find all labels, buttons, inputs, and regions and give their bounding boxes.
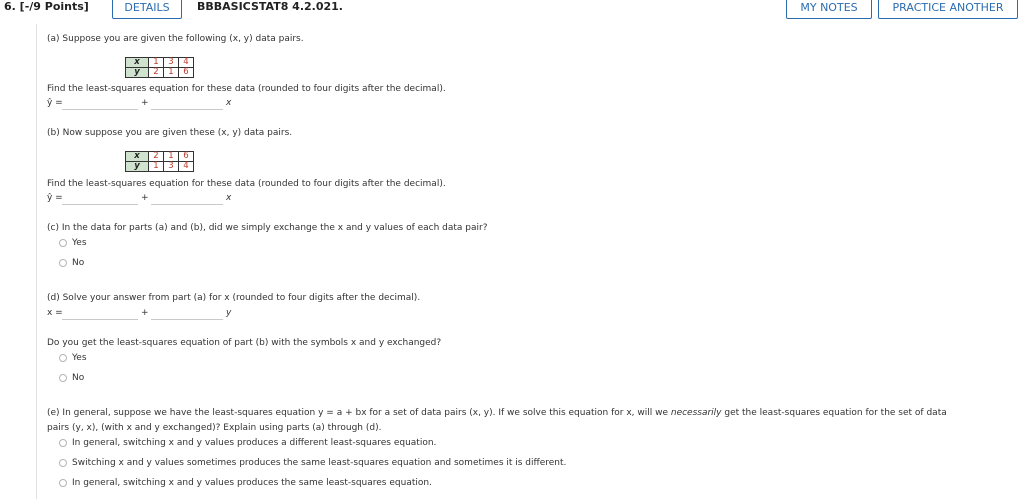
part-a-prompt: (a) Suppose you are given the following (x, y) data pairs.: [47, 34, 304, 44]
part-d-y-var: y: [226, 308, 232, 318]
part-a-y-3: 6: [179, 68, 194, 78]
part-a-x-2: 3: [164, 58, 179, 68]
question-body: [36, 24, 1024, 499]
part-e-option-3-label: In general, switching x and y values produces the same least-squares equation.: [72, 478, 432, 488]
part-d-plus: +: [141, 308, 149, 318]
question-id: BBBASICSTAT8 4.2.021.: [197, 0, 343, 13]
part-b-x-header: x: [126, 152, 149, 162]
part-a-y-header: y: [126, 68, 149, 78]
part-a-y-2: 1: [164, 68, 179, 78]
part-d-yes-label: Yes: [72, 353, 87, 363]
part-d-slope-input[interactable]: [151, 319, 223, 320]
practice-another-button[interactable]: PRACTICE ANOTHER: [878, 0, 1018, 19]
part-a-plus: +: [141, 98, 149, 108]
part-e-prompt-emphasis: necessarily: [670, 408, 722, 418]
part-d-followup: Do you get the least-squares equation of part (b) with the symbols x and y exchanged?: [47, 338, 442, 348]
part-e-option-1-radio[interactable]: [59, 439, 67, 447]
part-b-x-2: 1: [164, 152, 179, 162]
part-d-intercept-input[interactable]: [62, 319, 138, 320]
part-a-instruction: Find the least-squares equation for these data (rounded to four digits after the decimal).: [47, 84, 446, 94]
part-d-prompt: (d) Solve your answer from part (a) for x (rounded to four digits after the decimal).: [47, 293, 421, 303]
part-e-option-3-radio[interactable]: [59, 479, 67, 487]
part-a-x-3: 4: [179, 58, 194, 68]
part-c-yes-label: Yes: [72, 238, 87, 248]
part-b-data-table: [125, 151, 194, 172]
part-b-x-1: 2: [149, 152, 164, 162]
part-b-instruction: Find the least-squares equation for these data (rounded to four digits after the decimal).: [47, 179, 446, 189]
details-button[interactable]: DETAILS: [112, 0, 182, 19]
part-b-y-header: y: [126, 162, 149, 172]
part-d-x-label: x =: [47, 308, 63, 318]
part-c-prompt: (c) In the data for parts (a) and (b), did we simply exchange the x and y values of each data pair?: [47, 223, 488, 233]
part-a-slope-input[interactable]: [151, 109, 223, 110]
part-b-y-1: 1: [149, 162, 164, 172]
part-b-y-2: 3: [164, 162, 179, 172]
part-a-data-table: [125, 57, 194, 78]
part-d-no-label: No: [72, 373, 85, 383]
part-c-yes-radio[interactable]: [59, 239, 67, 247]
part-b-yhat-label: ŷ =: [47, 193, 63, 203]
part-d-no-radio[interactable]: [59, 374, 67, 382]
part-a-intercept-input[interactable]: [62, 109, 138, 110]
part-a-y-1: 2: [149, 68, 164, 78]
part-c-no-radio[interactable]: [59, 259, 67, 267]
part-e-option-2-label: Switching x and y values sometimes produces the same least-squares equation and sometimes it is different.: [72, 458, 567, 468]
part-e-prompt-line-2: pairs (y, x), (with x and y exchanged)? Explain using parts (a) through (d).: [47, 423, 382, 433]
part-e-prompt-b: get the least-squares equation for the set of data: [721, 408, 947, 418]
points-label: 6. [-/9 Points]: [4, 0, 89, 13]
part-e-prompt-a: (e) In general, suppose we have the least-squares equation y = a + bx for a set of data pairs (x, y). If we solve this equation for x, will we: [47, 408, 671, 418]
part-b-x-3: 6: [179, 152, 194, 162]
part-b-y-3: 4: [179, 162, 194, 172]
part-d-yes-radio[interactable]: [59, 354, 67, 362]
part-b-plus: +: [141, 193, 149, 203]
part-a-yhat-label: ŷ =: [47, 98, 63, 108]
question-header: [0, 0, 1024, 22]
my-notes-button[interactable]: MY NOTES: [786, 0, 872, 19]
part-a-x-1: 1: [149, 58, 164, 68]
part-e-prompt-line-1: [47, 408, 947, 418]
part-b-slope-input[interactable]: [151, 204, 223, 205]
part-b-intercept-input[interactable]: [62, 204, 138, 205]
part-b-x-var: x: [226, 193, 232, 203]
part-c-no-label: No: [72, 258, 85, 268]
part-a-x-var: x: [226, 98, 232, 108]
part-a-x-header: x: [126, 58, 149, 68]
part-b-prompt: (b) Now suppose you are given these (x, y) data pairs.: [47, 128, 293, 138]
part-e-option-2-radio[interactable]: [59, 459, 67, 467]
part-e-option-1-label: In general, switching x and y values produces a different least-squares equation.: [72, 438, 437, 448]
